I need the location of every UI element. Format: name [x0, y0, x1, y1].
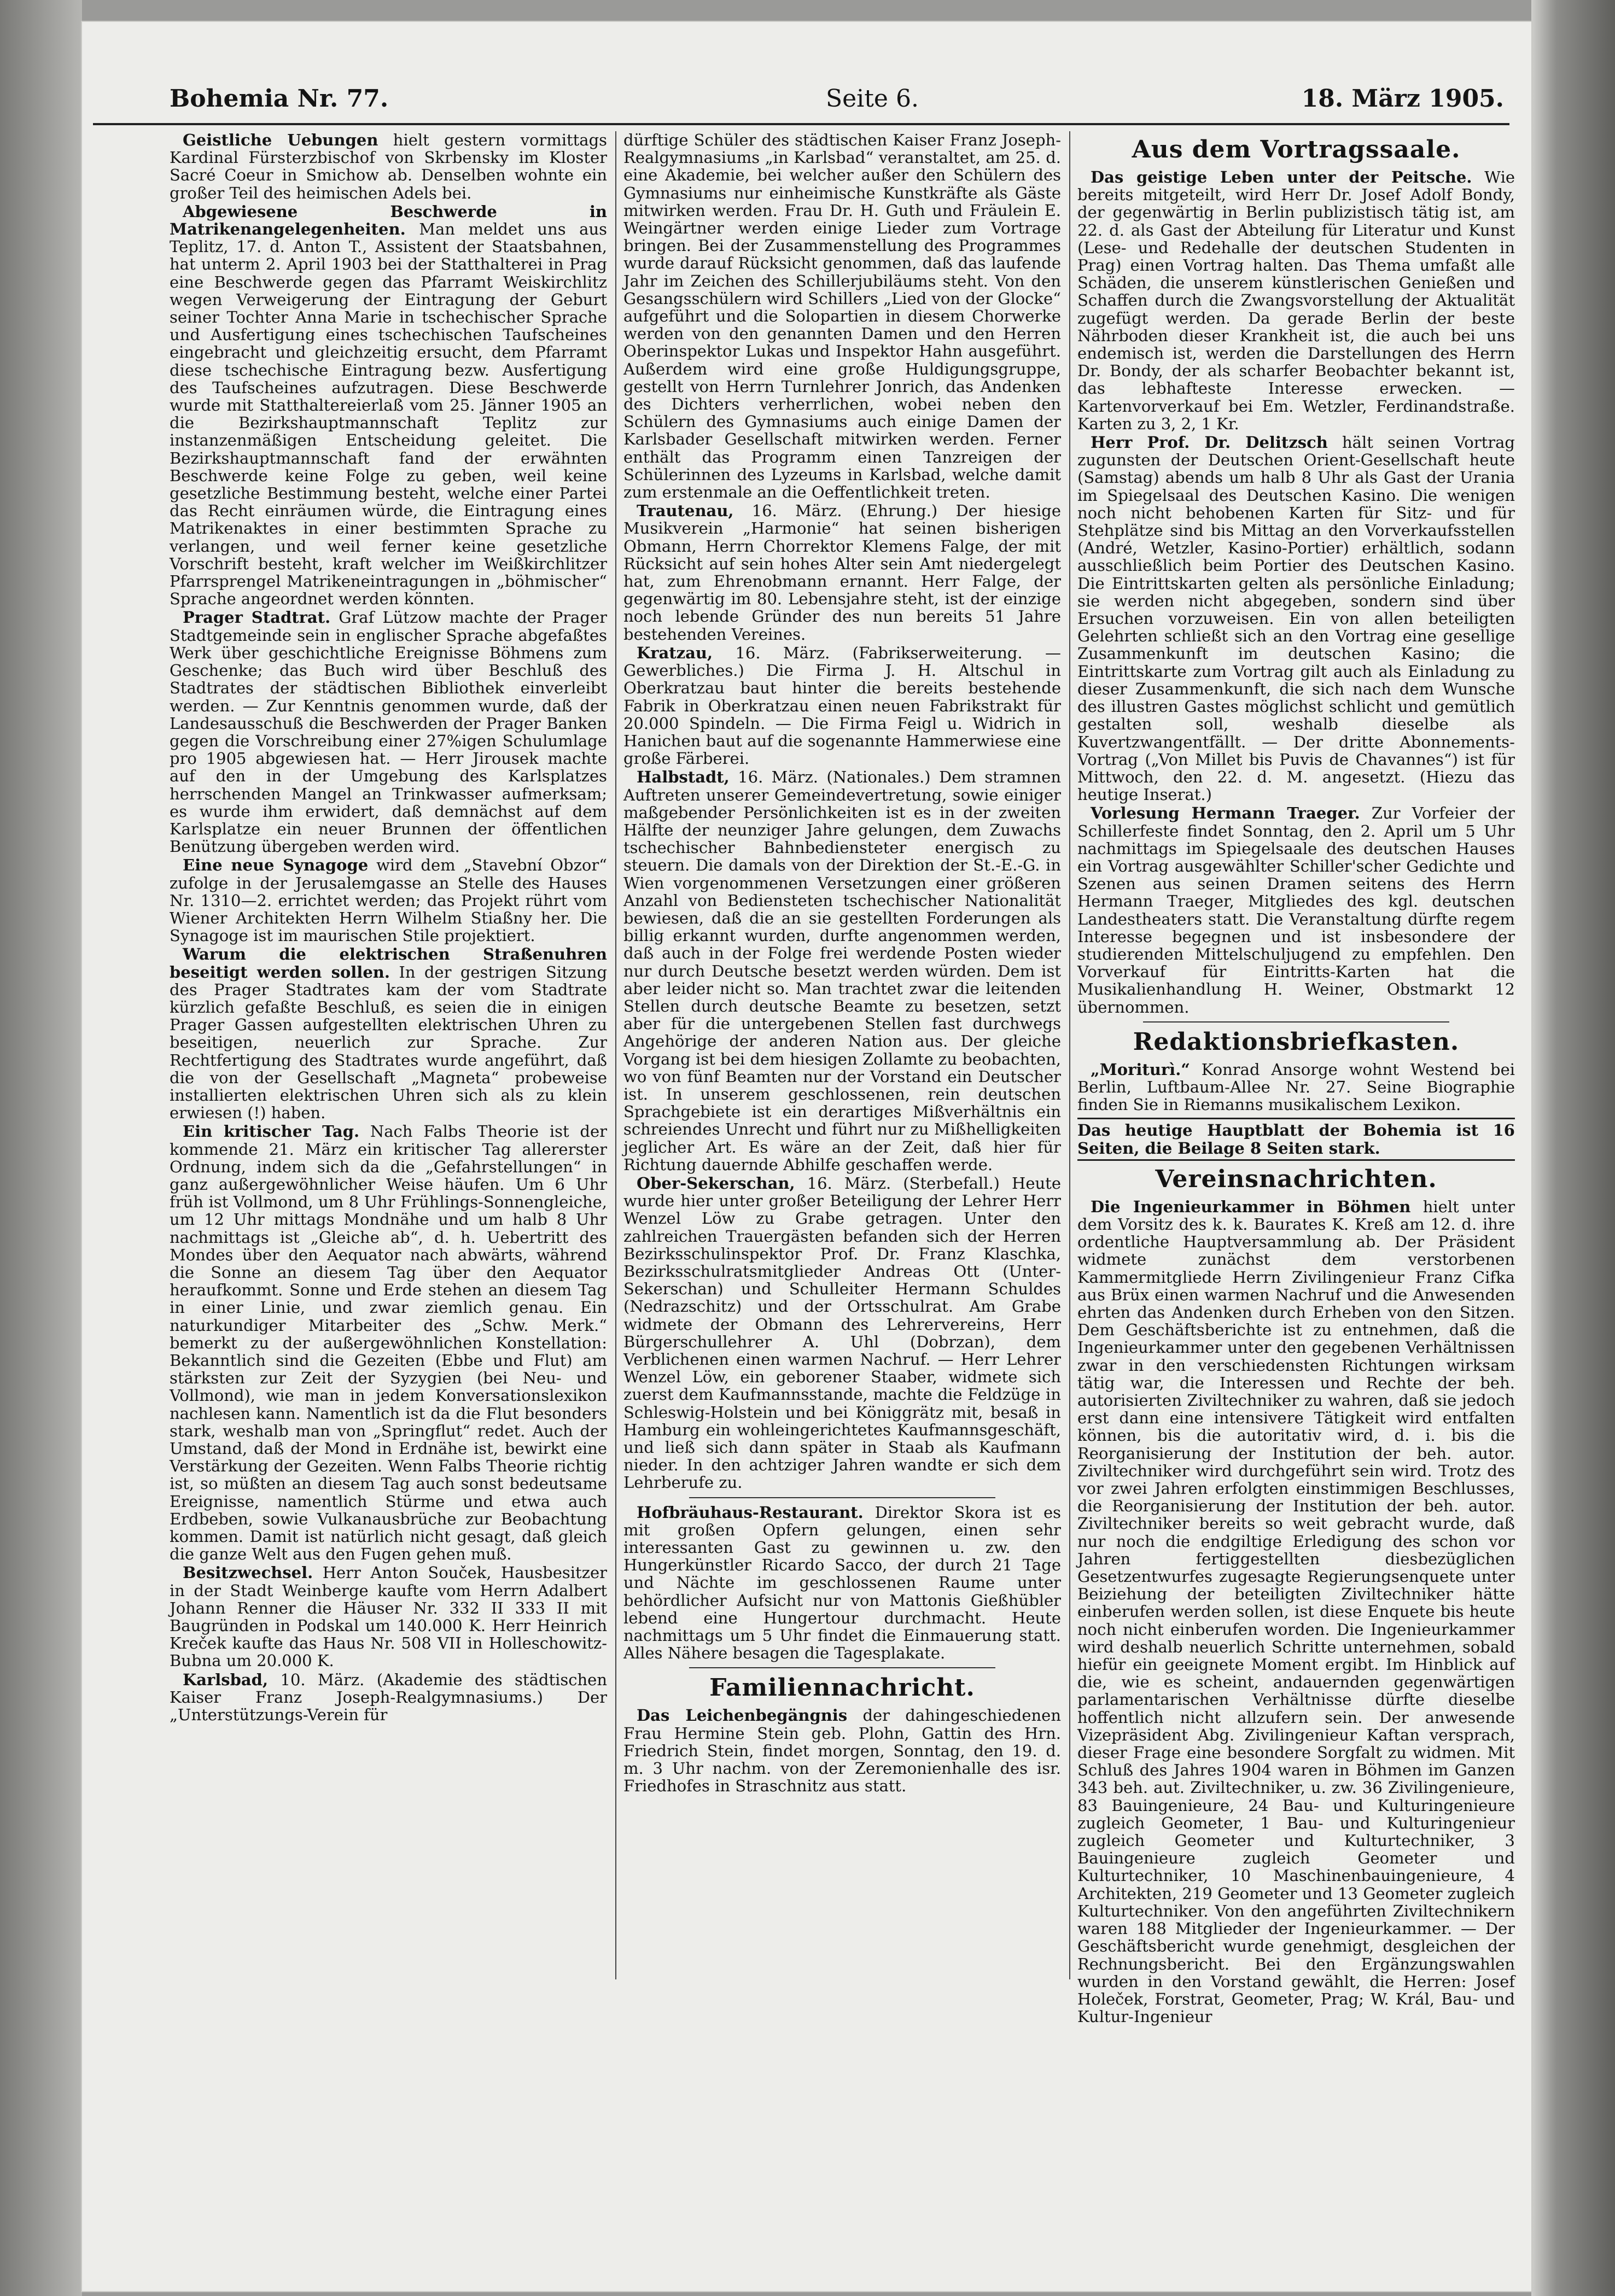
column-3: [1077, 131, 1515, 2026]
header-page-number: Seite 6.: [826, 85, 919, 113]
article-body: In der gestrigen Sitzung des Prager Stadtrates kam der vom Stadtrate kürzlich gefaßte Beschluß, es seien die in einigen Prager Gassen aufgestellten elektrischen Uhren zu beseitigen, neuerlich zur Sprache. Zur Rechtfertigung des Stadtrates wurde angeführt, daß die von der Gesellschaft „Magneta“ probeweise installierten elektrischen Uhren sich als zu klein erwiesen (!) haben.: [170, 962, 608, 1123]
article: [170, 131, 607, 202]
article-heading: Das geistige Leben unter der Peitsche.: [1091, 168, 1472, 186]
article-heading: Ein kritischer Tag.: [183, 1122, 360, 1141]
scan-left-edge: [0, 0, 82, 2296]
separator-line: [689, 1497, 995, 1498]
separator-line: [1143, 1021, 1449, 1023]
section-heading: Familiennachricht.: [709, 1674, 975, 1702]
article-body: hält seinen Vortrag zugunsten der Deutschen Orient-Gesellschaft heute (Samstag) abends um halb 8 Uhr als Gast der Urania im Spiegelsaal des Deutschen Kasino. Die wenigen noch nicht behobenen Karten für Sitz- und für Stehplätze sind bis Mittag an den Vorverkaufsstellen (André, Wetzler, Kasino-Portier) erhältlich, sodann ausschließlich beim Portier des Deutschen Kasino. Die Eintrittskarten gelten als persönliche Einladung; sie werden nicht abgegeben, sondern sind über Ersuchen vorzuweisen. Ein von allen beteiligten Gelehrten schließt sich an den Vortrag eine gesellige Zusammenkunft im deutschen Kasino; die Eintrittskarte zum Vortrag gilt auch als Einladung zu dieser Zusammenkunft, die sich nach dem Wunsche des illustren Gastes möglichst schlicht und gemütlich gestalten soll, weshalb dieselbe als Kuvertzwangentfällt. — Der dritte Abonnements-Vortrag („Von Millet bis Puvis de Chavannes“) ist für Mittwoch, den 22. d. M. angesetzt. (Hiezu das heutige Inserat.): [1077, 433, 1515, 804]
article-heading: „Moriturì.“: [1091, 1060, 1190, 1079]
article-body: Graf Lützow machte der Prager Stadtgemeinde sein in englischer Sprache abgefaßtes Werk über geschichtliche Ereignisse Böhmens zum Geschenke; das Buch wird über Beschluß des Stadtrates der städtischen Bibliothek einverleibt werden. — Zur Kenntnis genommen wurde, daß der Landesausschuß die Beschwerden der Prager Banken gegen die Vorschreibung einer 27%igen Schulumlage pro 1905 abgewiesen hat. — Herr Jirousek machte auf den in der Umgebung des Karlsplatzes herrschenden Mangel an Trinkwasser aufmerksam; es wurde ihm erwidert, daß demnächst auf dem Karlsplatze ein neuer Brunnen der öffentlichen Benützung übergeben werden wird.: [170, 608, 608, 856]
article: [170, 203, 607, 608]
article-heading: Vorlesung Hermann Traeger.: [1091, 804, 1360, 823]
article-body: 16. März. (Fabrikserweiterung. — Gewerbliches.) Die Firma J. H. Altschul in Oberkratzau baut hinter die bereits bestehende Fabrik in Oberkratzau einen neuen Fabrikstrakt für 20.000 Spindeln. — Die Firma Feigl u. Widrich in Hanichen baut auf die sogenannte Hammerwiese eine große Färberei.: [623, 643, 1061, 768]
article: [1077, 1061, 1515, 1114]
article-body: Direktor Skora ist es mit großen Opfern gelungen, einen sehr interessanten Gast zu gewinnen u. zw. den Hungerkünstler Ricardo Sacco, der durch 21 Tage und Nächte im geschlossenen Raume unter behördlicher Aufsicht nur von Mattonis Gießhübler lebend eine Hungertour durchmacht. Heute nachmittags um 5 Uhr findet die Einmauerung statt. Alles Nähere besagen die Tagesplakate.: [623, 1503, 1061, 1663]
article: [170, 1123, 607, 1563]
article: [170, 1564, 607, 1669]
article: [170, 945, 607, 1121]
article-body: Herr Anton Souček, Hausbesitzer in der Stadt Weinberge kaufte vom Herrn Adalbert Johann Renner die Häuser Nr. 332 II 333 II mit Baugründen in Podskal um 140.000 K. Herr Heinrich Kreček kaufte das Haus Nr. 508 VII in Holleschowitz-Bubna um 20.000 K.: [170, 1563, 608, 1670]
article-heading: Trautenau,: [637, 501, 734, 521]
columns: [170, 131, 1520, 2026]
article-heading: Karlsbad,: [183, 1670, 269, 1689]
article-body: 10. März. (Akademie des städtischen Kaiser Franz Joseph-Realgymnasiums.) Der „Unterstützungs-Verein für: [170, 1670, 608, 1725]
article: [1077, 434, 1515, 803]
article-continued: [623, 131, 1061, 501]
article: [623, 1707, 1061, 1795]
article-heading: Prager Stadtrat.: [183, 608, 331, 627]
article: [623, 1175, 1061, 1492]
article-heading: Kratzau,: [637, 643, 713, 662]
section-heading: Aus dem Vortragssaale.: [1132, 136, 1461, 163]
header-date: 18. März 1905.: [1301, 85, 1504, 113]
article-heading: Abgewiesene Beschwerde in Matrikenangelegenheiten.: [170, 202, 607, 239]
article-body: Zur Vorfeier der Schillerfeste findet Sonntag, den 2. April um 5 Uhr nachmittags im Spiegelsaale des deutschen Hauses ein Vortrag ausgewählter Schiller'scher Gedichte und Szenen aus seinen Dramen seitens des Herrn Hermann Traeger, Mitgliedes des kgl. deutschen Landestheaters statt. Die Veranstaltung dürfte regem Interesse begegnen und ist insbesondere der studierenden Mittelschuljugend zu empfehlen. Den Vorverkauf für Eintritts-Karten hat die Musikalienhandlung H. Weiner, Obstmarkt 12 übernommen.: [1077, 804, 1515, 1016]
article: [170, 856, 607, 944]
article-heading: Besitzwechsel.: [183, 1563, 313, 1582]
article-body: Man meldet uns aus Teplitz, 17. d. Anton T., Assistent der Staatsbahnen, hat unterm 2. April 1903 bei der Statthalterei in Prag eine Beschwerde gegen das Pfarramt Weiskirchlitz wegen Verweigerung der Eintragung der Geburt seiner Tochter Anna Marie in tschechischer Sprache und Ausfertigung eines tschechischen Taufscheines eingebracht und gleichzeitig ersucht, dem Pfarramt diese tschechische Eintragung bezw. Ausfertigung des Taufscheines aufzutragen. Diese Beschwerde wurde mit Statthaltereierlaß vom 25. Jänner 1905 an die Bezirkshauptmannschaft Teplitz zur instanzenmäßigen Entscheidung geleitet. Die Bezirkshauptmannschaft fand der erwähnten Beschwerde keine Folge zu geben, weil keine gesetzliche Bestimmung besteht, welche einer Partei das Recht einräumen würde, die Eintragung eines Matrikenaktes in einer bestimmten Sprache zu verlangen, und weil ferner keine gesetzliche Vorschrift besteht, kraft welcher im Weißkirchlitzer Pfarrsprengel Matrikeneintragungen in „böhmischer“ Sprache angeordnet werden könnten.: [170, 220, 607, 609]
article: [623, 768, 1061, 1173]
header-issue: Bohemia Nr. 77.: [170, 85, 389, 113]
article-body: hielt unter dem Vorsitz des k. k. Baurates K. Kreß am 12. d. ihre ordentliche Hauptversammlung ab. Der Präsident widmete zunächst dem verstorbenen Kammermitgliede Herrn Zivilingenieur Franz Cifka aus Brüx einen warmen Nachruf und die Anwesenden ehrten das Andenken durch Erheben von den Sitzen. Dem Geschäftsberichte ist zu entnehmen, daß die Ingenieurkammer unter den gegebenen Verhältnissen zwar in den verschiedensten Richtungen wirksam tätig war, die Interessen und Rechte der beh. autorisierten Ziviltechniker zu wahren, daß sie jedoch erst dann eine intensivere Tätigkeit wird entfalten können, bis die autoritativ wird, d. i. bis die Reorganisierung der Institution der beh. autor. Ziviltechniker wird durchgeführt sein wird. Trotz des vor zwei Jahren erfolgten einstimmigen Beschlusses, die Reorganisierung der Institution der beh. autor. Ziviltechniker bereits so weit gebracht wurde, daß nur noch die endgiltige Erledigung des schon vor Jahren fertiggestellten diesbezüglichen Gesetzentwurfes zugesagte Regierungsenquete unter Beiziehung der beteiligten Ziviltechniker hätte einberufen werden sollen, ist diese Enquete bis heute noch nicht einberufen worden. Die Ingenieurkammer wird deshalb neuerlich Schritte unternehmen, sobald hiefür ein geeignete Moment ergibt. Im Hinblick auf die, wie es scheint, andauernden gegenwärtigen parlamentarischen Verhältnisse dürfte dieselbe hoffentlich nicht allzufern sein. Der anwesende Vizepräsident Abg. Zivilingenieur Kaftan versprach, dieser Frage eine besondere Sorgfalt zu widmen. Mit Schluß des Jahres 1904 waren in Böhmen im Ganzen 343 beh. aut. Ziviltechniker, u. zw. 36 Zivilingenieure, 83 Bauingenieure, 24 Bau- und Kulturingenieure zugleich Geometer, 1 Bau- und Kulturingenieur zugleich Geometer und Kulturtechniker, 3 Bauingenieure zugleich Geometer und Kulturtechniker, 10 Maschinenbauingenieure, 4 Architekten, 219 Geometer und 13 Geometer zugleich Kulturtechniker. Von den angeführten Ziviltechnikern waren 188 Mitglieder der Ingenieurkammer. — Der Geschäftsbericht wurde genehmigt, desgleichen der Rechnungsbericht. Bei den Ergänzungswahlen wurden in den Vorstand gewählt, die Herren: Josef Holeček, Forstrat, Geometer, Prag; W. Král, Bau- und Kultur-Ingenieur: [1077, 1197, 1515, 2026]
section-heading: Vereinsnachrichten.: [1155, 1165, 1437, 1193]
section-heading: Redaktionsbriefkasten.: [1133, 1027, 1460, 1056]
article-heading: Hofbräuhaus-Restaurant.: [637, 1503, 864, 1522]
article-heading: Ober-Sekerschan,: [637, 1173, 795, 1193]
article: [170, 1671, 607, 1724]
article-body: 16. März. (Nationales.) Dem stramnen Auftreten unserer Gemeindevertretung, sowie einiger maßgebender Persönlichkeiten ist es in der zweiten Hälfte der neunziger Jahre gelungen, dem Zuwachs tschechischer Bahnbediensteter energisch zu steuern. Die damals von der Direktion der St.-E.-G. in Wien vorgenommenen Versetzungen einer größeren Anzahl von Bediensteten tschechischer Nationalität bewiesen, daß die an sie gestellten Forderungen als billig erkannt wurden, durfte angenommen werden, daß auch in der Folge frei werdende Posten wieder nur durch Deutsche besetzt werden würden. Dem ist aber leider nicht so. Man trachtet zwar die leitenden Stellen durch deutsche Beamte zu besetzen, setzt aber für die untergebenen Stellen fast durchwegs Angehörige der anderen Nation aus. Der gleiche Vorgang ist bei dem hiesigen Zollamte zu beobachten, wo von fünf Beamten nur der Vorstand ein Deutscher ist. In unserem geschlossenen, rein deutschen Sprachgebiete ist ein derartiges Mißverhältnis ein schreiendes Unrecht und führt nur zu Mißhelligkeiten jeglicher Art. Es wäre an der Zeit, daß hier für Richtung dauernde Abhilfe geschaffen werde.: [623, 768, 1061, 1174]
article-heading: Die Ingenieurkammer in Böhmen: [1091, 1197, 1411, 1216]
article: [1077, 168, 1515, 433]
article: [1077, 1198, 1515, 2026]
article-body: wird dem „Stavební Obzor“ zufolge in der Jerusalemgasse an Stelle des Hauses Nr. 1310—2. errichtet werden; das Projekt rührt vom Wiener Architekten Herrn Wilhelm Stiaßny her. Die Synagoge ist im maurischen Stile projektiert.: [170, 856, 608, 945]
article: [1077, 804, 1515, 1015]
article-heading: Herr Prof. Dr. Delitzsch: [1091, 433, 1328, 452]
article-body: 16. März. (Sterbefall.) Heute wurde hier unter großer Beteiligung der Lehrer Herr Wenzel Löw zu Grabe getragen. Unter den zahlreichen Trauergästen befanden sich der Herren Bezirksschulinspektor Prof. Dr. Franz Klaschka, Bezirksschulratsmitglieder Andreas Ott (Unter-Sekerschan) und Schulleiter Hermann Schuldes (Nedrazschitz) und der Ortsschulrat. Am Grabe widmete der Obmann des Lehrervereins, Herr Bürgerschullehrer A. Uhl (Dobrzan), dem Verblichenen einen warmen Nachruf. — Herr Lehrer Wenzel Löw, ein geborener Staaber, widmete sich zuerst dem Kaufmannsstande, machte die Feldzüge in Schleswig-Holstein und bei Königgrätz mit, besaß in Hamburg ein wohleingerichtetes Kaufmannsgeschäft, und ließ sich dann später in Staab als Kaufmann nieder. In den achtziger Jahren wandte er sich dem Lehrberufe zu.: [623, 1173, 1061, 1492]
article-body: Nach Falbs Theorie ist der kommende 21. März ein kritischer Tag allererster Ordnung, indem sich da die „Gefahrstellungen“ in ganz außergewöhnlicher Weise häufen. Um 6 Uhr früh ist Vollmond, um 8 Uhr Frühlings-Sonnengleiche, um 12 Uhr mittags Mondnähe und um halb 8 Uhr nachmittags ist „Gleiche ab“, d. h. Uebertritt des Mondes über den Aequator nach abwärts, während die Sonne an diesem Tag über den Aequator heraufkommt. Sonne und Erde stehen an diesem Tag in einer Linie, und zwar ziemlich genau. Ein naturkundiger Mitarbeiter des „Schw. Merk.“ bemerkt zu der außergewöhnlichen Konstellation: Bekanntlich sind die Gezeiten (Ebbe und Flut) am stärksten zur Zeit der Syzygien (bei Neu- und Vollmond), wie man in jedem Konversationslexikon nachlesen kann. Namentlich ist da die Flut besonders stark, weshalb man von „Springflut“ redet. Auch der Umstand, daß der Mond in Erdnähe ist, bewirkt eine Verstärkung der Gezeiten. Wenn Falbs Theorie richtig ist, so müßten an diesem Tag auch sonst bedeutsame Ereignisse, namentlich Stürme und etwa auch Erdbeben, sowie Vulkanausbrüche zur Beobachtung kommen. Damit ist natürlich nicht gesagt, daß gleich die ganze Welt aus den Fugen gehen muß.: [170, 1122, 608, 1564]
article: [623, 644, 1061, 767]
article-body: Konrad Ansorge wohnt Westend bei Berlin, Luftbaum-Allee Nr. 27. Seine Biographie finden Sie in Riemanns musikalischem Lexikon.: [1077, 1060, 1515, 1114]
notice-box: Das heutige Hauptblatt der Bohemia ist 16 Seiten, die Beilage 8 Seiten stark.: [1077, 1118, 1515, 1160]
article: [170, 609, 607, 855]
article-body: 16. März. (Ehrung.) Der hiesige Musikverein „Harmonie“ hat seinen bisherigen Obmann, Herrn Chorrektor Klemens Falge, der mit Rücksicht auf sein hohes Alter sein Amt niedergelegt hat, zum Ehrenobmann ernannt. Herr Falge, der gegenwärtig im 80. Lebensjahre steht, ist der einzige noch lebende Gründer des nun bereits 51 Jahre bestehenden Vereines.: [623, 501, 1061, 644]
scan-right-edge: [1531, 0, 1615, 2296]
article-body: der dahingeschiedenen Frau Hermine Stein geb. Plohn, Gattin des Hrn. Friedrich Stein, findet morgen, Sonntag, den 19. d. m. 3 Uhr nachm. von der Zeremonienhalle des isr. Friedhofes in Straschnitz aus statt.: [623, 1706, 1061, 1796]
article-body: Wie bereits mitgeteilt, wird Herr Dr. Josef Adolf Bondy, der gegenwärtig in Berlin publizistisch tätig ist, am 22. d. als Gast der Abteilung für Literatur und Kunst (Lese- und Redehalle der deutschen Studenten in Prag) einen Vortrag halten. Das Thema umfaßt alle Schäden, die unserem künstlerischen Genießen und Schaffen durch die Zwangsvorstellung der Aktualität zugefügt werden. Da gerade Berlin der beste Nährboden dieser Krankheit ist, die auch bei uns endemisch ist, werden die Darstellungen des Herrn Dr. Bondy, der als scharfer Beobachter bekannt ist, das lebhafteste Interesse erwecken. — Kartenvorverkauf bei Em. Wetzler, Ferdinandstraße. Karten zu 3, 2, 1 Kr.: [1077, 168, 1515, 433]
page-header: [93, 63, 1509, 125]
article-body: dürftige Schüler des städtischen Kaiser Franz Joseph-Realgymnasiums „in Karlsbad“ veranstaltet, am 25. d. eine Akademie, bei welcher außer den Schülern des Gymnasiums nur einheimische Kunstkräfte als Gäste mitwirken werden. Frau Dr. H. Guth und Fräulein E. Weingärtner werden einige Lieder zum Vortrage bringen. Bei der Zusammenstellung des Programmes wurde darauf Rücksicht genommen, daß das laufende Jahr im Zeichen des Schillerjubiläums steht. Von den Gesangsschülern wird Schillers „Lied von der Glocke“ aufgeführt und die Solopartien in diesem Chorwerke werden von den genannten Damen und den Herren Oberinspektor Lukas und Inspektor Hahn ausgeführt. Außerdem wird eine große Huldigungsgruppe, gestellt von Herrn Turnlehrer Jonrich, das Andenken des Dichters verherrlichen, wobei neben den Schülern des Gymnasiums auch einige Damen der Karlsbader Gesellschaft mitwirken werden. Ferner enthält das Programm einen Tanzreigen der Schülerinnen des Lyzeums in Karlsbad, welche damit zum erstenmale an die Oeffentlichkeit treten.: [623, 131, 1061, 502]
article-heading: Warum die elektrischen Straßenuhren beseitigt werden sollen.: [170, 945, 607, 982]
separator-line: [689, 1667, 995, 1668]
article-heading: Halbstadt,: [637, 768, 730, 787]
column-2: [623, 131, 1061, 1979]
article-body: hielt gestern vormittags Kardinal Fürsterzbischof von Skrbensky im Kloster Sacré Coeur in Smichow ab. Denselben wohnte ein großer Teil des heimischen Adels bei.: [170, 131, 608, 202]
article: [623, 1504, 1061, 1662]
column-1: [170, 131, 607, 1979]
article-heading: Das Leichenbegängnis: [637, 1706, 848, 1725]
article-heading: Geistliche Uebungen: [183, 131, 378, 149]
article-heading: Eine neue Synagoge: [183, 856, 369, 875]
article: [623, 502, 1061, 643]
